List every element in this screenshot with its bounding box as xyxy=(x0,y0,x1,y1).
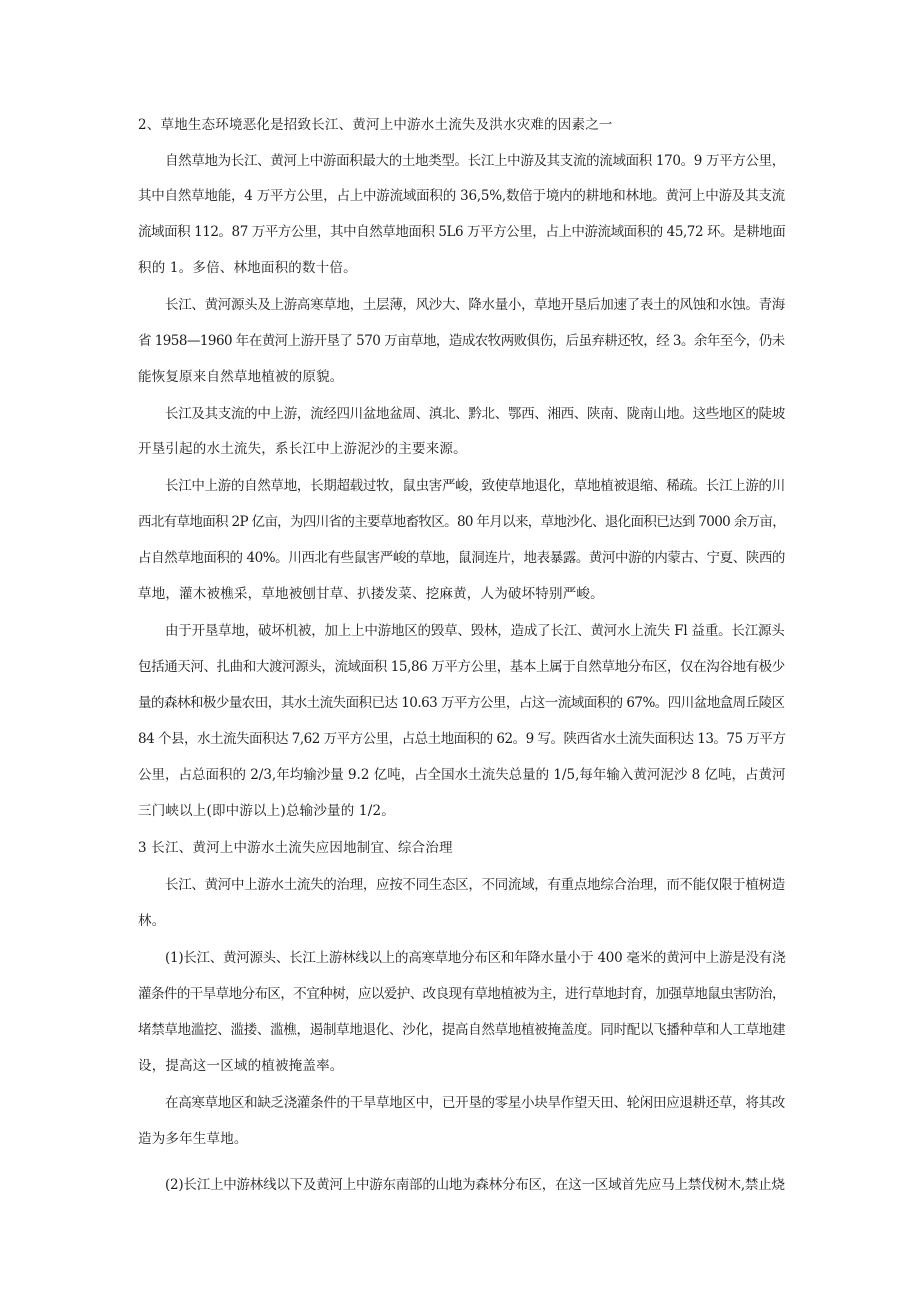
paragraph-line: 造为多年生草地。 xyxy=(138,1131,248,1147)
paragraph-line: 省 1958—1960 年在黄河上游开垦了 570 万亩草地，造成农牧两败俱伤，后虽弃耕还牧，经 3。余年至今，仍未 xyxy=(138,333,785,349)
paragraph-line: 灌条件的干旱草地分布区，不宜种树，应以爱护、改良现有草地植被为主，进行草地封育，加强草地鼠虫害防治， xyxy=(138,986,785,1002)
paragraph-line: 积的 1。多倍、林地面积的数十倍。 xyxy=(138,260,357,276)
paragraph-line: 长江、黄河源头及上游高寒草地，土层薄，风沙大、降水量小，草地开垦后加速了表土的风蚀和水蚀。青海 xyxy=(165,297,785,313)
paragraph-line: 开垦引起的水土流失，系长江中上游泥沙的主要来源。 xyxy=(138,441,467,457)
paragraph-line: 在高寒草地区和缺乏浇灌条件的干旱草地区中，已开垦的零星小块旱作望天田、轮闲田应退耕还草，将其改 xyxy=(165,1095,785,1111)
paragraph-line: 由于开垦草地，破坏机被，加上上中游地区的毁草、毁林，造成了长江、黄河水上流失 Fl 益重。长江源头 xyxy=(165,623,785,639)
paragraph-line: 占自然草地面积的 40%。川西北有些鼠害严峻的草地，鼠洞连片，地表暴露。黄河中游的内蒙古、宁夏、陕西的 xyxy=(138,550,785,566)
paragraph-line: 长江中上游的自然草地，长期超载过牧，鼠虫害严峻，致使草地退化，草地植被退缩、稀疏。长江上游的川 xyxy=(165,478,785,494)
paragraph-line: 林。 xyxy=(138,913,166,929)
paragraph-line: 84 个县，水土流失面积达 7,62 万平方公里，占总土地面积的 62。9 写。陕西省水土流失面积达 13。75 万平方 xyxy=(138,731,786,747)
paragraph-line: 堵禁草地滥挖、滥搂、滥樵，遏制草地退化、沙化，提高自然草地植被掩盖度。同时配以飞播种草和人工草地建 xyxy=(138,1022,786,1038)
paragraph-line: 其中自然草地能，4 万平方公里，占上中游流域面积的 36,5%,数倍于境内的耕地和林地。黄河上中游及其支流 xyxy=(138,188,785,204)
paragraph-line: (1)长江、黄河源头、长江上游林线以上的高寒草地分布区和年降水量小于 400 毫米的黄河中上游是没有浇 xyxy=(165,950,786,966)
paragraph-line: 自然草地为长江、黄河上中游面积最大的土地类型。长江上中游及其支流的流域面积 170。9 万平方公里， xyxy=(165,153,785,169)
paragraph-line: 包括通天河、扎曲和大渡河源头，流域面积 15,86 万平方公里，基本上属于自然草地分布区，仅在沟谷地有极少 xyxy=(138,659,785,675)
section-heading-3: 3 长江、黄河上中游水土流失应因地制宜、综合治理 xyxy=(138,840,453,856)
paragraph-line: 设，提高这一区域的植被掩盖率。 xyxy=(138,1058,344,1074)
paragraph-line: 能恢复原来自然草地植被的原貌。 xyxy=(138,369,344,385)
paragraph-line: 量的森林和极少量农田，其水土流失面积已达 10.63 万平方公里，占这一流域面积的 67%。四川盆地盒周丘陵区 xyxy=(138,695,785,711)
paragraph-line: 长江、黄河中上游水土流失的治理，应按不同生态区，不同流域，有重点地综合治理，而不能仅限于植树造 xyxy=(165,877,785,893)
paragraph-line: 流域面积 112。87 万平方公里，其中自然草地面积 5L6 万平方公里，占上中游流域面积的 45,72 环。是耕地面 xyxy=(138,224,786,240)
paragraph-line: (2)长江上中游林线以下及黄河上中游东南部的山地为森林分布区，在这一区域首先应马上禁伐树木,禁止烧 xyxy=(165,1177,785,1193)
paragraph-line: 长江及其支流的中上游，流经四川盆地盆周、滇北、黔北、鄂西、湘西、陕南、陇南山地。这些地区的陡坡 xyxy=(165,406,785,422)
paragraph-line: 西北有草地面积 2P 亿亩，为四川省的主要草地畜牧区。80 年月以来，草地沙化、退化面积已达到 7000 余万亩， xyxy=(138,514,786,530)
paragraph-line: 公里，占总面积的 2/3,年均输沙量 9.2 亿吨，占全国水土流失总量的 1/5,每年输入黄河泥沙 8 亿吨，占黄河 xyxy=(138,767,786,783)
paragraph-line: 草地，灌木被樵采，草地被刨甘草、扒搂发菜、挖麻黄，人为破坏特别严峻。 xyxy=(138,586,604,602)
paragraph-line: 三门峡以上(即中游以上)总输沙量的 1/2。 xyxy=(138,803,395,819)
section-heading-2: 2、草地生态环境恶化是招致长江、黄河上中游水土流失及洪水灾难的因素之一 xyxy=(138,117,613,133)
